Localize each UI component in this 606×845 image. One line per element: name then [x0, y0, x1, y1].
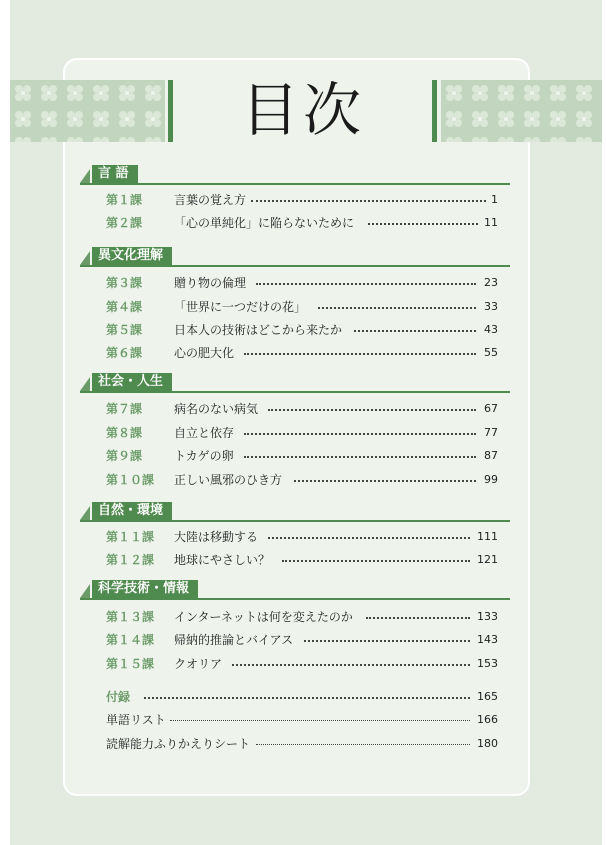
section-triangle-icon: [80, 584, 90, 598]
title-bar-right: [432, 80, 437, 142]
page-number: 11: [484, 216, 498, 229]
section-rule: [80, 183, 510, 185]
leader-dots: [244, 353, 476, 355]
lesson-title: 日本人の技術はどこから来たか: [174, 323, 343, 337]
lesson-title: 「世界に一つだけの花」: [174, 300, 307, 314]
page-number: 43: [484, 323, 498, 336]
appendix-entry[interactable]: [106, 687, 498, 707]
lesson-number: 第１４課: [106, 633, 155, 647]
appendix-title: 単語リスト: [106, 713, 166, 727]
toc-entry[interactable]: [106, 630, 498, 650]
page-number: 143: [477, 633, 498, 646]
page-number: 166: [477, 713, 498, 726]
toc-entry[interactable]: [106, 190, 498, 210]
lesson-title: 贈り物の倫理: [174, 276, 247, 290]
title-bar-left: [168, 80, 173, 142]
page-number: 77: [484, 426, 498, 439]
leader-dots: [366, 617, 470, 619]
section-header: [80, 165, 510, 185]
clover-pattern-left: [10, 80, 165, 142]
section-triangle-icon: [80, 506, 90, 520]
lesson-title: クオリア: [174, 657, 223, 671]
section-header: [80, 502, 510, 522]
page-number: 23: [484, 276, 498, 289]
lesson-title: 正しい風邪のひき方: [174, 473, 283, 487]
lesson-number: 第９課: [106, 449, 143, 463]
page-number: 55: [484, 346, 498, 359]
lesson-number: 第１２課: [106, 553, 155, 567]
leader-dots: [170, 720, 470, 721]
appendix-entry[interactable]: [106, 710, 498, 730]
section-rule: [80, 520, 510, 522]
toc-entry[interactable]: [106, 273, 498, 293]
leader-dots: [294, 480, 476, 482]
section-label: 科学技術・情報: [92, 580, 198, 598]
section-header: [80, 247, 510, 267]
lesson-number: 第２課: [106, 216, 143, 230]
page-number: 87: [484, 449, 498, 462]
section-triangle-icon: [80, 251, 90, 265]
page-number: 180: [477, 737, 498, 750]
leader-dots: [256, 283, 476, 285]
section-header: [80, 373, 510, 393]
lesson-title: 地球にやさしい？: [174, 553, 271, 567]
section-header: [80, 580, 510, 600]
lesson-title: 「心の単純化」に陥らないために: [174, 216, 355, 230]
toc-entry[interactable]: [106, 399, 498, 419]
leader-dots: [144, 697, 470, 699]
section-rule: [80, 391, 510, 393]
leader-dots: [354, 330, 476, 332]
leader-dots: [251, 200, 486, 202]
page-number: 133: [477, 610, 498, 623]
leader-dots: [244, 433, 476, 435]
page-number: 67: [484, 402, 498, 415]
lesson-title: インターネットは何を変えたのか: [174, 610, 353, 624]
toc-entry[interactable]: [106, 213, 498, 233]
clover-pattern-right: [441, 80, 602, 142]
toc-entry[interactable]: [106, 297, 498, 317]
leader-dots: [244, 456, 476, 458]
page-title: 目次: [240, 76, 365, 144]
leader-dots: [282, 560, 470, 562]
page-number: 153: [477, 657, 498, 670]
lesson-number: 第７課: [106, 402, 143, 416]
lesson-number: 第１課: [106, 193, 143, 207]
appendix-title: 読解能力ふりかえりシート: [106, 737, 251, 751]
page-number: 121: [477, 553, 498, 566]
section-label: 異文化理解: [92, 247, 172, 265]
leader-dots: [368, 223, 478, 225]
leader-dots: [268, 537, 470, 539]
lesson-title: トカゲの卵: [174, 449, 234, 463]
toc-entry[interactable]: [106, 550, 498, 570]
section-triangle-icon: [80, 377, 90, 391]
lesson-number: 第３課: [106, 276, 143, 290]
appendix-entry[interactable]: [106, 734, 498, 754]
lesson-number: 第４課: [106, 300, 143, 314]
section-rule: [80, 265, 510, 267]
toc-entry[interactable]: [106, 423, 498, 443]
lesson-number: 第５課: [106, 323, 143, 337]
page-number: 1: [491, 193, 498, 206]
lesson-title: 心の肥大化: [174, 346, 235, 360]
toc-entry[interactable]: [106, 320, 498, 340]
section-label: 自然・環境: [92, 502, 172, 520]
lesson-number: 第１１課: [106, 530, 155, 544]
toc-entry[interactable]: [106, 527, 498, 547]
lesson-number: 第８課: [106, 426, 143, 440]
section-rule: [80, 598, 510, 600]
toc-entry[interactable]: [106, 343, 498, 363]
lesson-number: 第１０課: [106, 473, 155, 487]
page-number: 111: [477, 530, 498, 543]
lesson-number: 第１５課: [106, 657, 155, 671]
page-number: 99: [484, 473, 498, 486]
toc-entry[interactable]: [106, 470, 498, 490]
lesson-title: 帰納的推論とバイアス: [174, 633, 294, 647]
lesson-number: 第１３課: [106, 610, 155, 624]
leader-dots: [256, 744, 470, 745]
leader-dots: [304, 640, 470, 642]
lesson-number: 第６課: [106, 346, 143, 360]
toc-entry[interactable]: [106, 654, 498, 674]
toc-entry[interactable]: [106, 607, 498, 627]
section-triangle-icon: [80, 169, 90, 183]
leader-dots: [318, 307, 476, 309]
leader-dots: [232, 664, 470, 666]
lesson-title: 病名のない病気: [174, 402, 259, 416]
appendix-title: 付録: [106, 690, 131, 704]
lesson-title: 言葉の覚え方: [174, 193, 247, 207]
section-label: 言 語: [92, 165, 138, 183]
toc-entry[interactable]: [106, 446, 498, 466]
leader-dots: [268, 409, 476, 411]
lesson-title: 自立と依存: [174, 426, 235, 440]
lesson-title: 大陸は移動する: [174, 530, 259, 544]
page-number: 165: [477, 690, 498, 703]
section-label: 社会・人生: [92, 373, 172, 391]
page-number: 33: [484, 300, 498, 313]
